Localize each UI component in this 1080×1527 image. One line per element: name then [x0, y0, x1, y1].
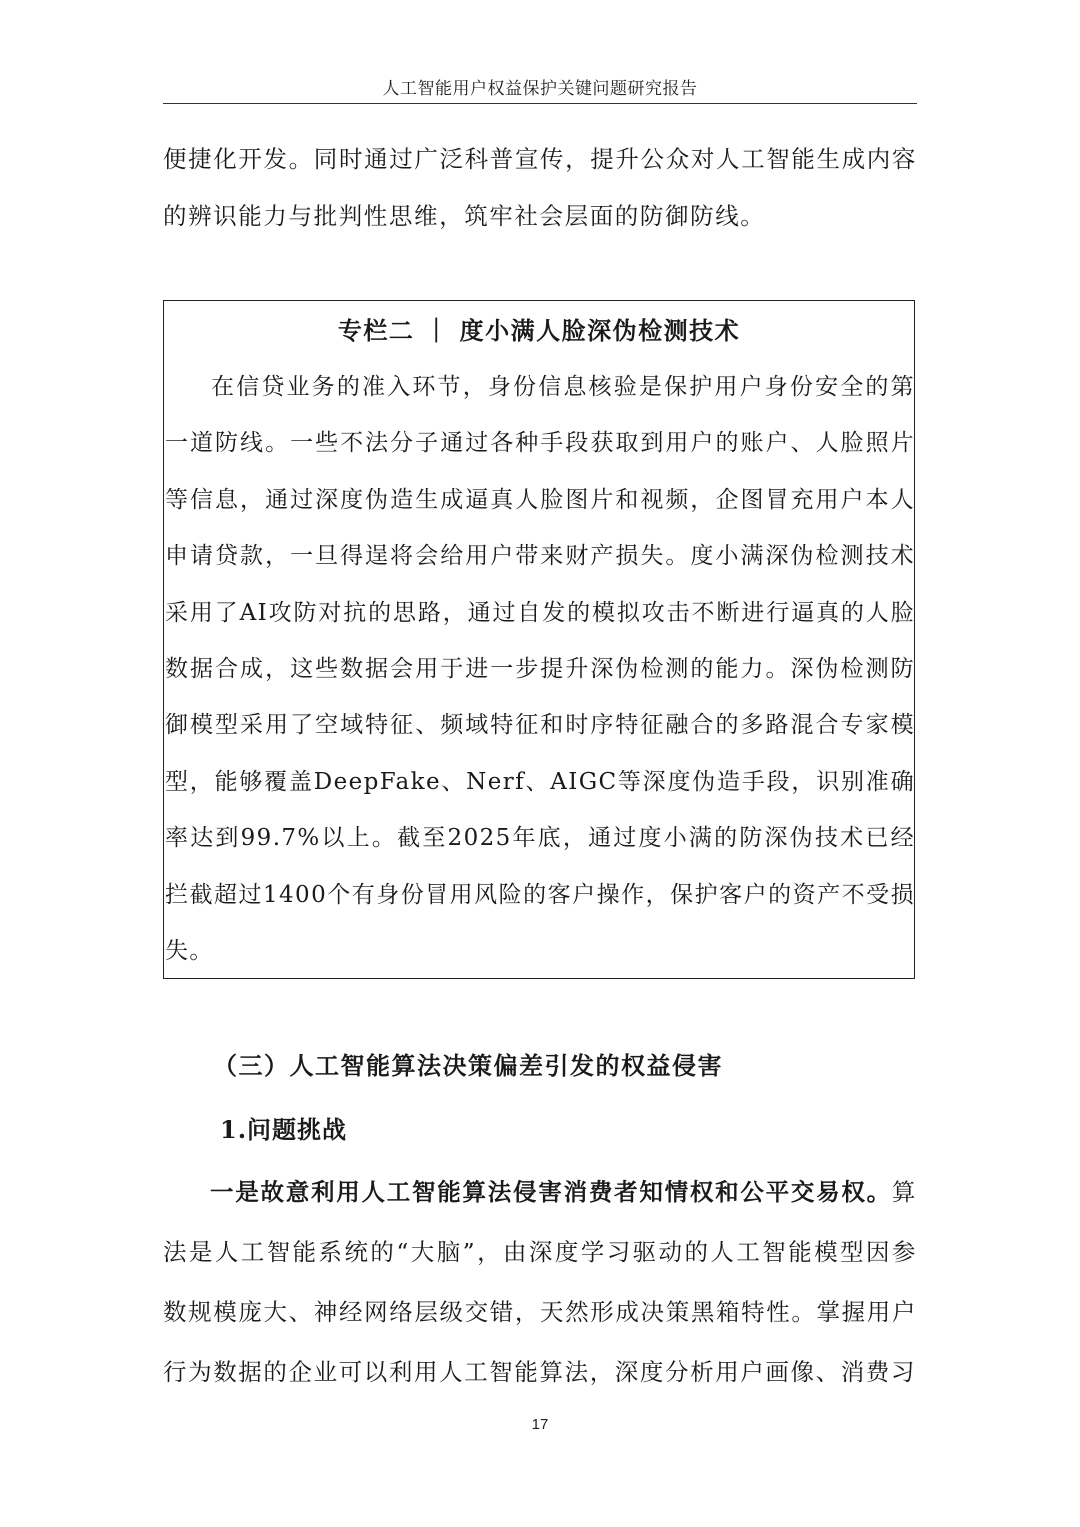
header-divider [163, 103, 917, 104]
intro-paragraph: 便捷化开发。同时通过广泛科普宣传，提升公众对人工智能生成内容的辨识能力与批判性思维，筑牢社会层面的防御防线。 [163, 145, 917, 230]
paragraph-lead-bold: 一是故意利用人工智能算法侵害消费者知情权和公平交易权。 [210, 1178, 892, 1206]
page-header: 人工智能用户权益保护关键问题研究报告 [382, 79, 698, 99]
section-title: （三）人工智能算法决策偏差引发的权益侵害 [213, 1051, 723, 1080]
sidebar-box-title: 专栏二 ｜ 度小满人脸深伪检测技术 [337, 316, 741, 345]
page-number: 17 [531, 1416, 549, 1433]
paragraph-body: 算法是人工智能系统的“大脑”，由深度学习驱动的人工智能模型因参数规模庞大、神经网络层级交错，天然形成决策黑箱特性。掌握用户行为数据的企业可以利用人工智能算法，深度分析用户画像、消费习 [163, 1178, 917, 1386]
sidebar-box-body: 在信贷业务的准入环节，身份信息核验是保护用户身份安全的第一道防线。一些不法分子通过各种手段获取到用户的账户、人脸照片等信息，通过深度伪造生成逼真人脸图片和视频，企图冒充用户本人申请贷款，一旦得逞将会给用户带来财产损失。度小满深伪检测技术采用了AI攻防对抗的思路，通过自发的模拟攻击不断进行逼真的人脸数据合成，这些数据会用于进一步提升深伪检测的能力。深伪检测防御模型采用了空域特征、频域特征和时序特征融合的多路混合专家模型，能够覆盖DeepFake、Nerf、AIGC等深度伪造手段，识别准确率达到99.7%以上。截至2025年底，通过度小满的防深伪技术已经拦截超过1400个有身份冒用风险的客户操作，保护客户的资产不受损失。 [165, 374, 915, 965]
subsection-title: 1.问题挑战 [220, 1115, 348, 1144]
section-paragraph [163, 1162, 917, 1402]
